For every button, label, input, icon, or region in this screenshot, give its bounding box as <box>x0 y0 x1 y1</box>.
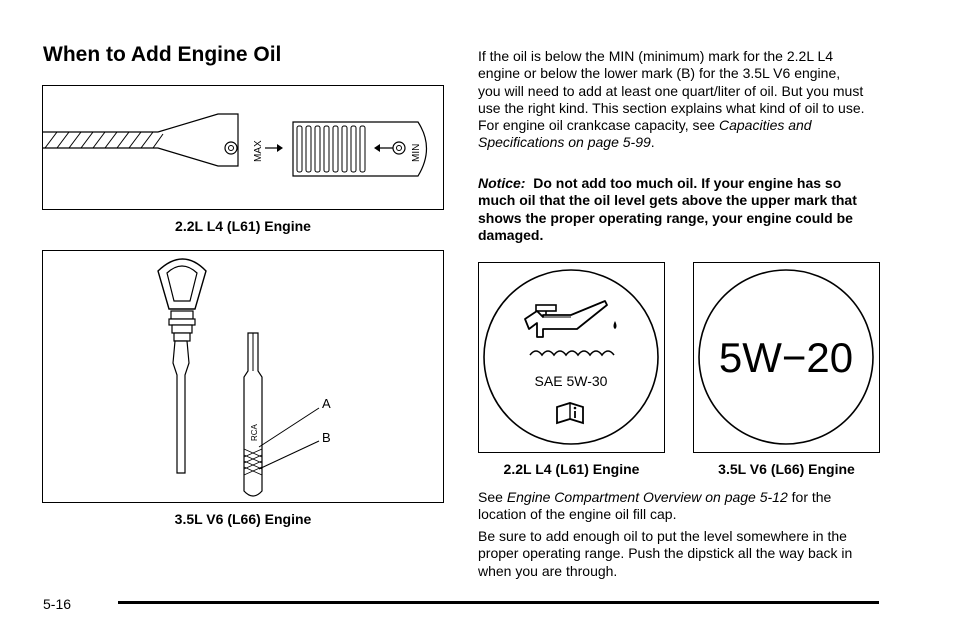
oil-cap-v6-caption: 3.5L V6 (L66) Engine <box>718 461 855 477</box>
dipstick-v6-illustration <box>43 251 443 502</box>
dipstick-l4-figure <box>42 85 444 210</box>
final-paragraph <box>478 528 866 580</box>
final-text: Be sure to add enough oil to put the level somewhere in the proper operating range. Push the dipstick all the way back in when you are through. <box>478 528 853 579</box>
dipstick-v6-caption: 3.5L V6 (L66) Engine <box>174 511 312 527</box>
notice-paragraph <box>478 175 866 244</box>
notice-text: Do not add too much oil. If your engine has so much oil that the oil level gets above the upper mark that shows the proper operating range, your engine could be damaged. <box>478 175 857 243</box>
dipstick-v6-figure <box>42 250 444 503</box>
notice-label: Notice: <box>478 175 526 191</box>
oil-cap-l4-caption: 2.2L L4 (L61) Engine <box>503 461 640 477</box>
rca-label: RCA <box>250 424 259 441</box>
capacities-link[interactable]: Capacities and Specifications on page 5-99 <box>478 117 812 151</box>
mark-b-label: B <box>322 430 331 445</box>
engine-compartment-link[interactable]: Engine Compartment Overview on page 5-12 <box>506 489 788 505</box>
oil-cap-l4-figure <box>478 262 665 453</box>
intro-text: If the oil is below the MIN (minimum) mark for the 2.2L L4 engine or below the lower mark (B) for the 3.5L V6 engine, you will need to add at least one quart/liter of oil. But you must use the right kind. This section explains what kind of oil to use. For engine oil crankcase capacity, see <box>478 48 865 134</box>
page-number: 5-16 <box>43 596 72 612</box>
oil-cap-v6-illustration <box>694 263 879 452</box>
section-heading: When to Add Engine Oil <box>43 43 282 66</box>
cap-l4-text: SAE 5W-30 <box>534 373 608 389</box>
see-prefix: See <box>478 489 507 505</box>
oil-cap-l4-illustration <box>479 263 664 452</box>
intro-end: . <box>650 134 655 151</box>
see-paragraph <box>478 489 866 524</box>
oil-cap-v6-figure <box>693 262 880 453</box>
cap-v6-text: 5W−20 <box>718 334 854 381</box>
footer-rule <box>118 601 879 604</box>
see-suffix: for the location of the engine oil fill cap. <box>478 489 832 523</box>
dipstick-l4-illustration <box>43 86 443 209</box>
intro-paragraph <box>478 48 866 152</box>
min-mark-label: MIN <box>411 143 422 162</box>
mark-a-label: A <box>322 396 331 411</box>
max-mark-label: MAX <box>253 140 264 162</box>
dipstick-l4-caption: 2.2L L4 (L61) Engine <box>175 218 311 234</box>
